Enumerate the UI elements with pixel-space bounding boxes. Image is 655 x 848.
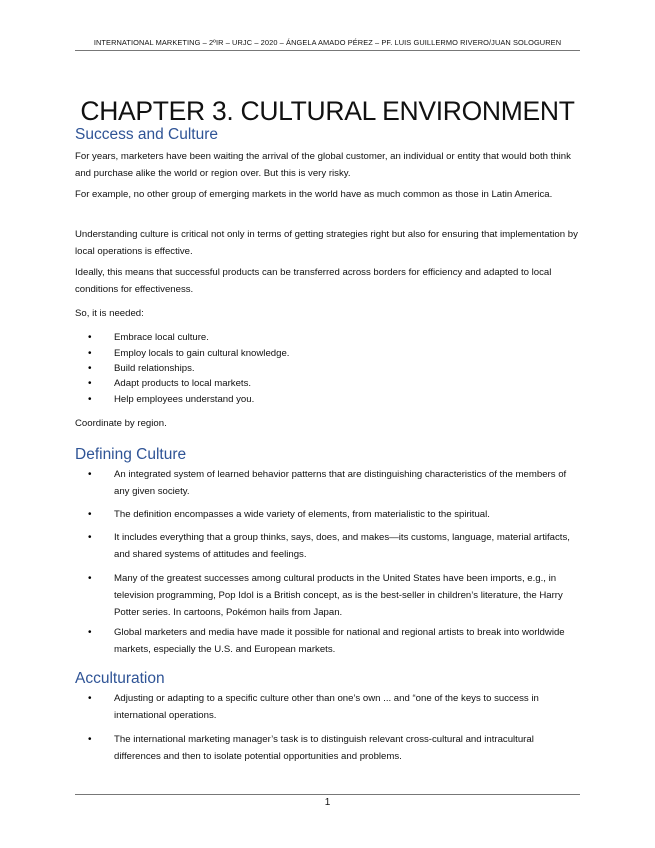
page-number: 1 xyxy=(324,797,331,808)
paragraph: Ideally, this means that successful products can be transferred across borders for efficiency and adapted to local conditions for effectiveness. xyxy=(75,267,552,295)
heading-success-and-culture: Success and Culture xyxy=(75,126,219,143)
page-title: CHAPTER 3. CULTURAL ENVIRONMENT xyxy=(80,95,575,126)
heading-acculturation: Acculturation xyxy=(75,670,165,687)
bullet-icon: • xyxy=(88,734,92,745)
bullet-icon: • xyxy=(88,348,92,359)
paragraph: Coordinate by region. xyxy=(75,418,167,429)
bullet-icon: • xyxy=(88,332,92,343)
bullet-icon: • xyxy=(88,363,92,374)
footer-rule xyxy=(75,794,580,795)
running-header: INTERNATIONAL MARKETING – 2ºIR – URJC – 2020 – ÁNGELA AMADO PÉREZ – PF. LUIS GUILLERMO RIVERO/JUAN SOLOGUREN xyxy=(93,38,562,47)
bullet-icon: • xyxy=(88,573,92,584)
bullet-icon: • xyxy=(88,627,92,638)
header-rule xyxy=(75,50,580,51)
paragraph: So, it is needed: xyxy=(75,308,144,319)
bullet-icon: • xyxy=(88,693,92,704)
paragraph: For example, no other group of emerging markets in the world have as much common as those in Latin America. xyxy=(75,189,553,200)
paragraph: For years, marketers have been waiting the arrival of the global customer, an individual or entity that would both think and purchase alike the world or region over. But this is very risky. xyxy=(75,151,571,179)
bullet-icon: • xyxy=(88,509,92,520)
bullet-icon: • xyxy=(88,394,92,405)
paragraph: Understanding culture is critical not only in terms of getting strategies right but also for ensuring that implementation by local operations is effective. xyxy=(75,229,578,257)
bullet-icon: • xyxy=(88,469,92,480)
bullet-icon: • xyxy=(88,378,92,389)
heading-defining-culture: Defining Culture xyxy=(75,446,187,463)
bullet-icon: • xyxy=(88,532,92,543)
